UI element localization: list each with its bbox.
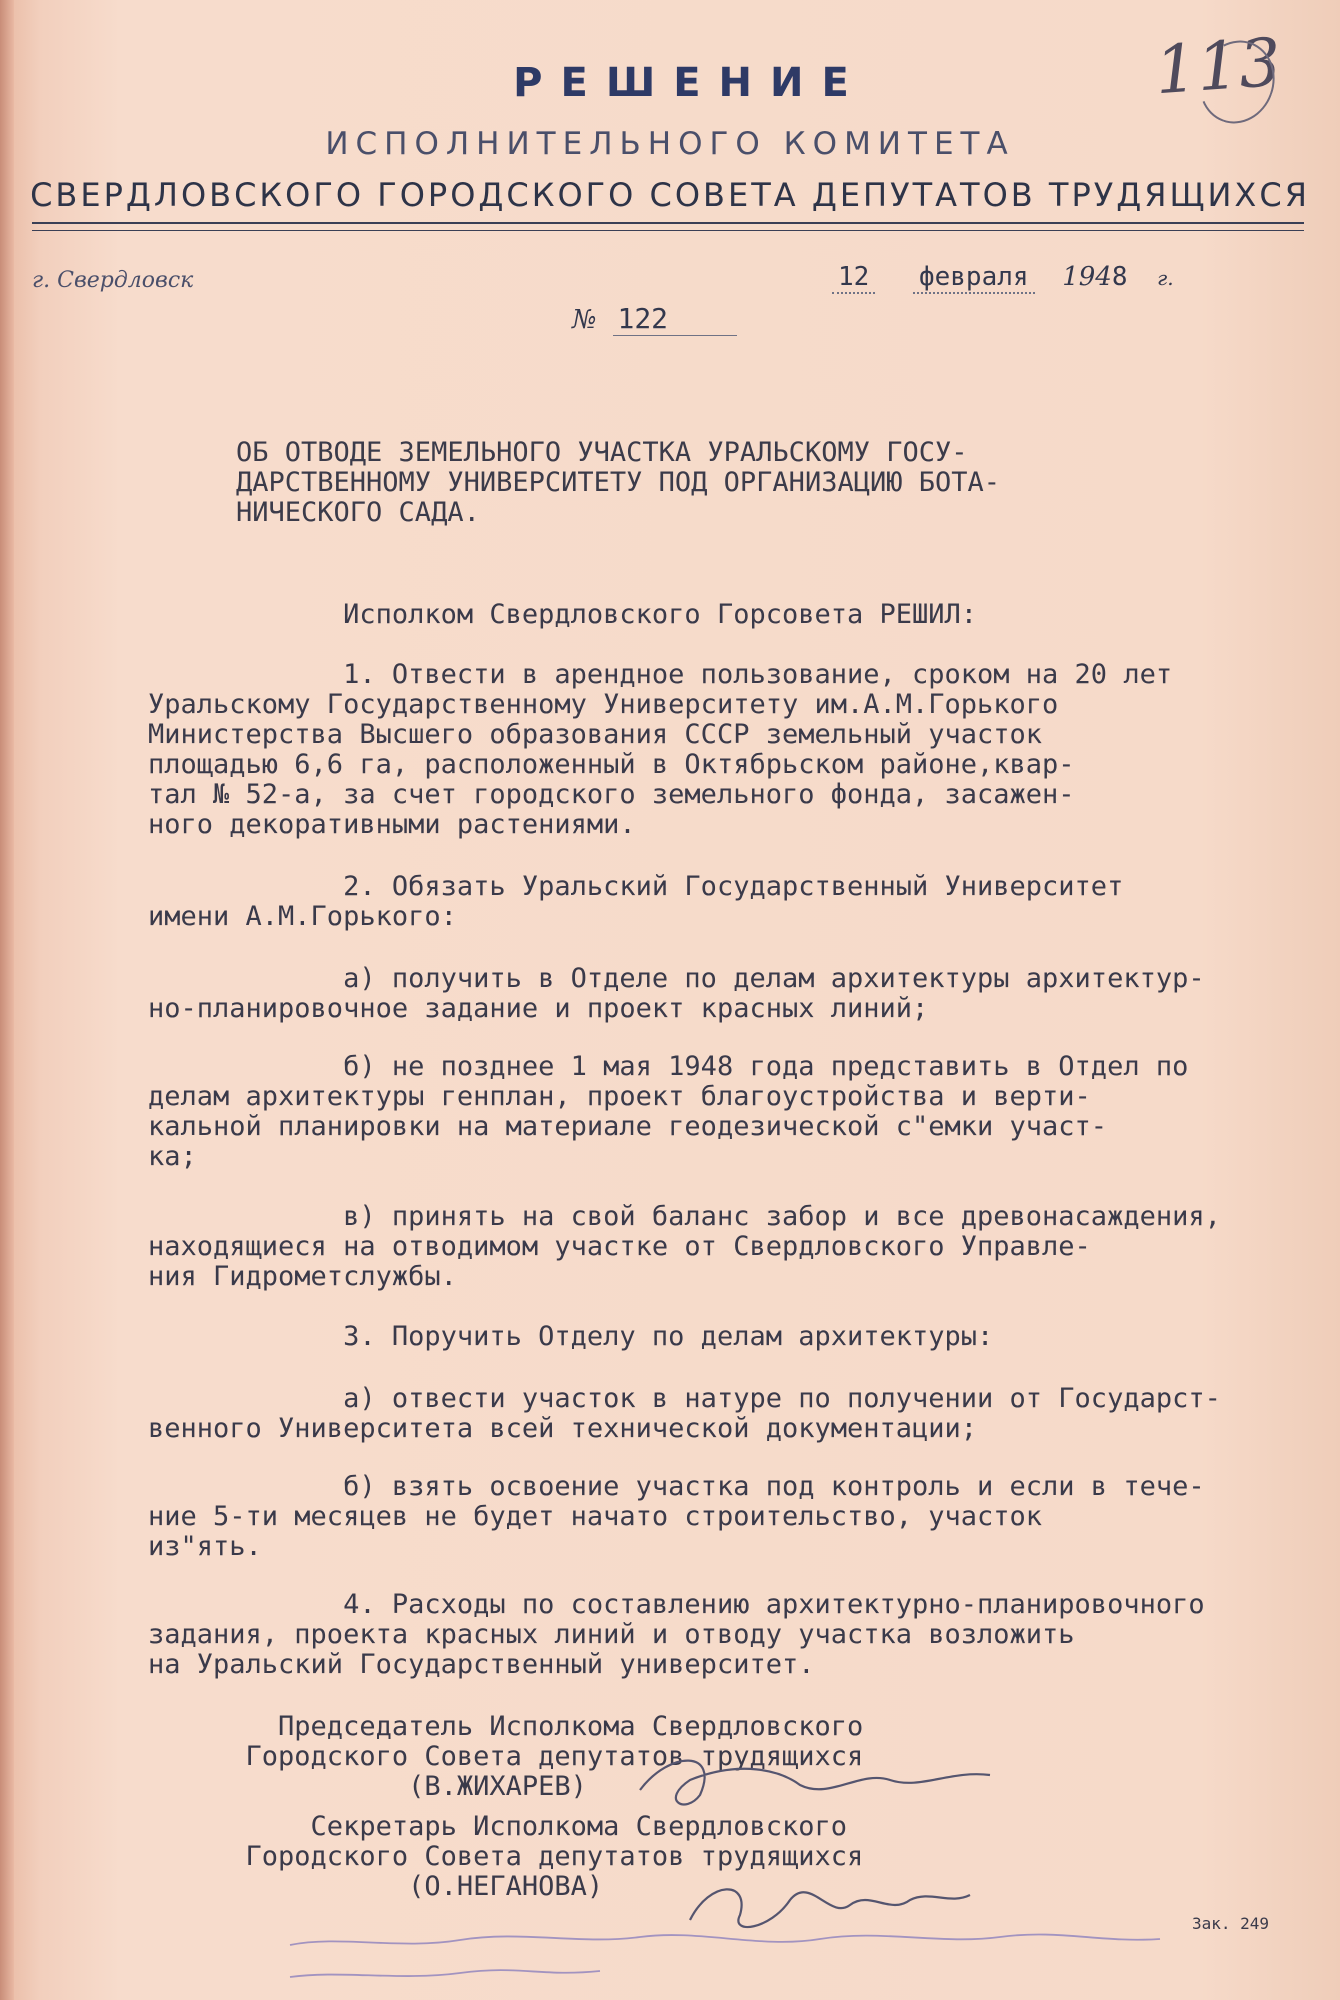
- distribution-note: [280, 1915, 1180, 1995]
- clause-3b: б) взять освоение участка под контроль и если в тече- ние 5-ти месяцев не будет начато строительство, участок из"ять.: [148, 1471, 1205, 1562]
- number-label: №: [572, 305, 597, 335]
- date-suffix: г.: [1157, 266, 1174, 290]
- number-value: 122: [613, 302, 737, 336]
- clause-2: 2. Обязать Уральский Государственный Университет имени А.М.Горького:: [148, 871, 1124, 932]
- document-header: [0, 60, 1340, 214]
- signature-chair: Председатель Исполкома Свердловского Городского Совета депутатов трудящихся (В.ЖИХАРЕВ): [245, 1711, 864, 1802]
- header-rule: [32, 222, 1304, 224]
- clause-2c: в) принять на свой баланс забор и все древонасаждения, находящиеся на отводимом участке от Свердловского Управле- ния Гидрометслужбы.: [148, 1201, 1221, 1292]
- date-day: 12: [832, 262, 875, 294]
- clause-1: 1. Отвести в арендное пользование, сроком на 20 лет Уральскому Государственному Университету им.А.М.Горького Министерства Высшего образования СССР земельный участок площадью 6,6 га, расположенный в Октябрьском районе,квар- тал № 52-а, за счет городского земельного фонда, засажен- ного декоративными растениями.: [148, 659, 1173, 840]
- header-line-committee: ИСПОЛНИТЕЛЬНОГО КОМИТЕТА: [325, 126, 1015, 162]
- document-number: [572, 302, 737, 336]
- resolution-preamble: Исполком Свердловского Горсовета РЕШИЛ:: [148, 599, 978, 630]
- clause-3: 3. Поручить Отделу по делам архитектуры:: [148, 1321, 994, 1352]
- date-month: февраля: [913, 262, 1035, 294]
- binding-spine: [0, 0, 14, 2000]
- order-reference: Зак. 249: [1192, 1914, 1270, 1933]
- document-subject: ОБ ОТВОДЕ ЗЕМЕЛЬНОГО УЧАСТКА УРАЛЬСКОМУ ГОСУ- ДАРСТВЕННОМУ УНИВЕРСИТЕТУ ПОД ОРГАНИЗАЦИЮ БОТА- НИЧЕСКОГО САДА.: [236, 437, 1001, 528]
- header-rule-thin: [32, 230, 1304, 231]
- date-year-prefix: 194: [1062, 262, 1112, 292]
- city-label: г. Свердловск: [32, 268, 194, 293]
- document-title: РЕШЕНИЕ: [513, 60, 867, 106]
- clause-2a: а) получить в Отделе по делам архитектуры архитектур- но-планировочное задание и проект красных линий;: [148, 963, 1205, 1024]
- handwritten-signature-chair: [630, 1740, 1010, 1820]
- archive-page-number: 113: [1152, 23, 1284, 110]
- clause-4: 4. Расходы по составлению архитектурно-планировочного задания, проекта красных линий и отводу участка возложить на Уральский Государственный университет.: [148, 1589, 1205, 1680]
- header-line-council: СВЕРДЛОВСКОГО ГОРОДСКОГО СОВЕТА ДЕПУТАТОВ ТРУДЯЩИХСЯ: [30, 176, 1310, 214]
- signature-secretary: Секретарь Исполкома Свердловского Городского Совета депутатов трудящихся (О.НЕГАНОВА): [245, 1811, 864, 1902]
- clause-2b: б) не позднее 1 мая 1948 года представить в Отдел по делам архитектуры генплан, проект благоустройства и верти- кальной планировки на материале геодезической с"емки участ- ка;: [148, 1051, 1189, 1172]
- date-year-suffix: 8: [1111, 262, 1128, 292]
- clause-3a: а) отвести участок в натуре по получении от Государст- венного Университета всей технической документации;: [148, 1383, 1221, 1444]
- document-date: [832, 262, 1174, 292]
